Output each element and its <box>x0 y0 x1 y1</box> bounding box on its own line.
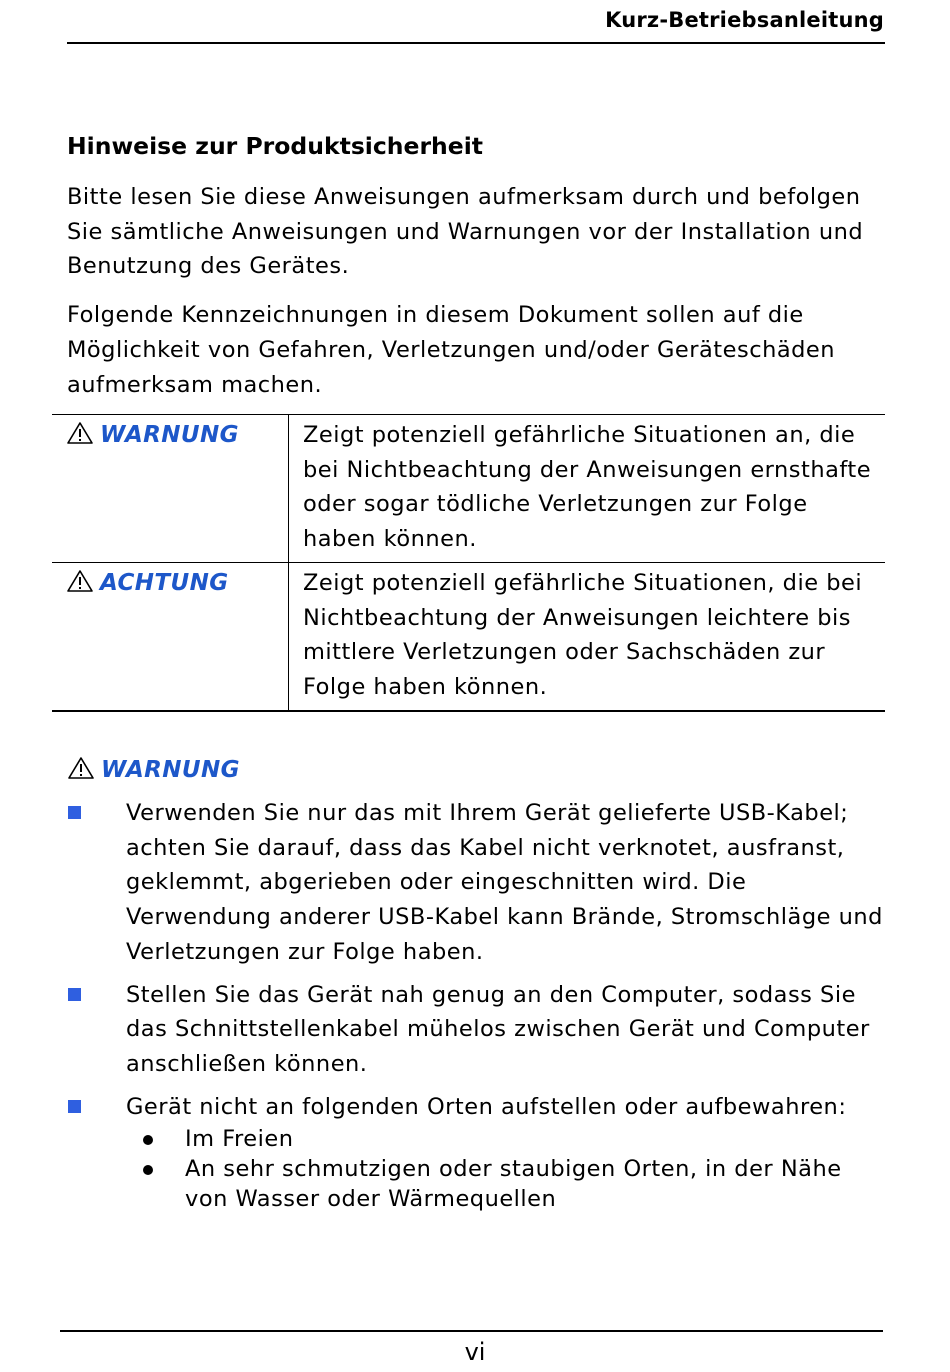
sublist-item-text: Im Freien <box>185 1126 294 1153</box>
section-title: Hinweise zur Produktsicherheit <box>67 132 484 160</box>
legend-label-cell <box>52 562 289 710</box>
list-item-text: Gerät nicht an folgenden Orten aufstellen oder aufbewahren: <box>126 1093 847 1120</box>
square-bullet-icon <box>68 988 81 1001</box>
round-bullet-icon <box>143 1165 153 1175</box>
header-divider <box>67 42 885 44</box>
warning-triangle-icon <box>66 421 94 456</box>
square-bullet-icon <box>68 806 81 819</box>
list-item-text: Verwenden Sie nur das mit Ihrem Gerät gelieferte USB-Kabel; achten Sie darauf, dass das Kabel nicht verknotet, ausfranst, geklemmt, abgerieben oder eingeschnitten wird. Die Verwendung anderer USB-Kabel kann Brände, Stromschläge und Verletzungen zur Folge haben. <box>126 800 883 965</box>
sublist-item-text: An sehr schmutzigen oder staubigen Orten, in der Nähe von Wasser oder Wärmequellen <box>185 1156 842 1213</box>
warning-heading <box>67 752 240 793</box>
list-item-text: Stellen Sie das Gerät nah genug an den Computer, sodass Sie das Schnittstellenkabel mühelos zwischen Gerät und Computer anschließen können. <box>126 981 870 1077</box>
sublist-item <box>126 1154 887 1214</box>
location-sublist <box>126 1124 887 1214</box>
footer-divider <box>60 1330 883 1332</box>
list-item <box>67 796 887 970</box>
page-number: vi <box>464 1338 486 1366</box>
warning-triangle-icon <box>66 569 94 604</box>
list-item <box>67 1090 887 1215</box>
warning-triangle-icon <box>67 756 95 793</box>
running-header: Kurz-Betriebsanleitung <box>605 8 884 32</box>
list-item <box>67 978 887 1082</box>
intro-paragraph: Bitte lesen Sie diese Anweisungen aufmerksam durch und befolgen Sie sämtliche Anweisungen und Warnungen vor der Installation und Benutzung des Gerätes. <box>67 184 864 280</box>
signal-word-achtung: ACHTUNG <box>100 569 229 596</box>
legend-description-achtung: Zeigt potenziell gefährliche Situationen, die bei Nichtbeachtung der Anweisungen leichtere bis mittlere Verletzungen oder Sachschäden zur Folge haben können. <box>303 569 863 700</box>
square-bullet-icon <box>68 1100 81 1113</box>
legend-row-achtung <box>52 562 885 710</box>
signal-word-warnung: WARNUNG <box>100 422 239 448</box>
legend-row-warnung <box>52 415 885 563</box>
round-bullet-icon <box>143 1135 153 1145</box>
legend-description-warnung: Zeigt potenziell gefährliche Situationen an, die bei Nichtbeachtung der Anweisungen ernsthafte oder sogar tödliche Verletzungen zur Folge haben können. <box>303 422 872 553</box>
warning-heading-label: WARNUNG <box>101 757 240 783</box>
sublist-item <box>126 1124 887 1154</box>
warning-list <box>67 796 887 1214</box>
main-content <box>67 128 887 416</box>
signal-word-legend-table <box>52 414 885 712</box>
markings-paragraph: Folgende Kennzeichnungen in diesem Dokument sollen auf die Möglichkeit von Gefahren, Verletzungen und/oder Geräteschäden aufmerksam machen. <box>67 302 836 398</box>
legend-label-cell <box>52 415 289 563</box>
